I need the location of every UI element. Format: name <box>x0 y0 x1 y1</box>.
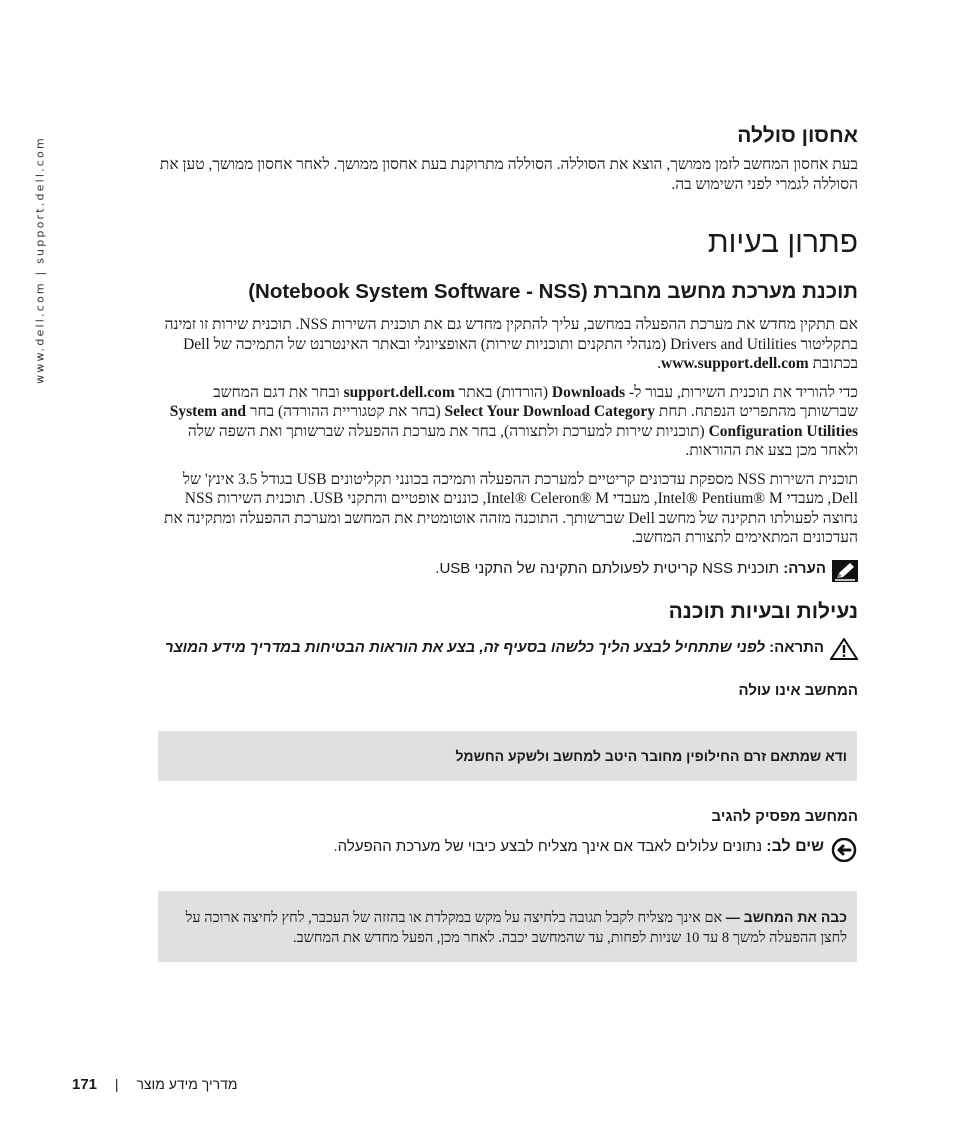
nss-heading: תוכנת מערכת מחשב מחברת (Notebook System Software - NSS) <box>248 280 858 303</box>
notice-hand-icon <box>830 838 858 866</box>
stops-heading: המחשב מפסיק להגיב <box>711 808 858 825</box>
shutdown-box: כבה את המחשב — אם אינך מצליח לקבל תגובה בלחיצה על מקש במקלדת או בהזזה של העכבר, לחץ לחיצה ארוכה על לחצן ההפעלה למשך 8 עד 10 שניות לפחות, עד שהמחשב יכבה. לאחר מכן, הפעל מחדש את המחשב. <box>158 891 857 962</box>
battery-heading: אחסון סוללה <box>737 124 858 147</box>
battery-body: בעת אחסון המחשב לזמן ממושך, הוצא את הסוללה. הסוללה מתרוקנת בעת אחסון ממושך. לאחר אחסון ממושך, טען את הסוללה לגמרי לפני השימוש בה. <box>159 156 858 193</box>
lockups-section <box>158 600 858 699</box>
no-start-box: ודא שמתאם זרם החילופין מחובר היטב למחשב ולשקע החשמל <box>158 731 857 781</box>
stops-section <box>158 808 858 866</box>
nss-note: הערה: תוכנית NSS קריטית לפעולתם התקינה של התקני USB. <box>158 560 858 586</box>
lockups-heading: נעילות ובעיות תוכנה <box>668 600 858 623</box>
page-title: פתרון בעיות <box>707 226 858 259</box>
side-url: www.dell.com | support.dell.com <box>33 136 47 384</box>
page-number: 171 <box>72 1076 98 1093</box>
support-site-link[interactable]: support.dell.com <box>343 383 455 401</box>
no-start-heading: המחשב אינו עולה <box>738 682 858 699</box>
nss-paragraph-2: כדי להוריד את תוכנית השירות, עבור ל- Downloads (הורדות) באתר support.dell.com ובחר את דגם המחשב שברשותך מהתפריט הנפתח. תחת Select Your Download Category (בחר את קטגוריית ההורדה) בחר System and Configuration Utilities (תוכניות שירות למערכת ולתצורה), בחר את מערכת ההפעלה שברשותך ואת השפה שלה ולאחר מכן בצע את ההוראות. <box>169 383 858 459</box>
footer: 171 | מדריך מידע מוצר <box>72 1076 238 1093</box>
notice-note: שים לב: נתונים עלולים לאבד אם אינך מצליח לבצע כיבוי של מערכת ההפעלה. <box>158 838 858 866</box>
nss-paragraph-3: תוכנית השירות NSS מספקת עדכונים קריטיים למערכת ההפעלה ותמיכה בכונני תקליטונים USB בגודל 3.5 אינץ' של Dell, מעבדי Intel® Pentium® M, מעבדי Intel® Celeron® M, כוננים אופטיים והתקני USB. תוכנית השירות NSS נחוצה לפעולתו התקינה של מחשב Dell שברשותך. התוכנה מזהה אוטומטית את המחשב ומערכת ההפעלה ומתקינה את העדכונים המתאימים לתצורת המחשב. <box>164 470 858 546</box>
note-pencil-icon <box>832 560 858 586</box>
support-url-link[interactable]: www.support.dell.com <box>661 355 809 372</box>
battery-section <box>158 124 858 194</box>
caution-note: התראה: לפני שתתחיל לבצע הליך כלשהו בסעיף זה, בצע את הוראות הבטיחות במדריך מידע המוצר <box>158 638 858 666</box>
guide-title: מדריך מידע מוצר <box>136 1076 238 1092</box>
nss-section <box>158 280 858 586</box>
caution-triangle-icon <box>830 638 858 666</box>
nss-paragraph-1: אם תתקין מחדש את מערכת ההפעלה במחשב, עליך להתקין מחדש גם את תוכנית השירות NSS. תוכנית שירות זו זמינה בתקליטור Drivers and Utilities (מנהלי התקנים ותוכניות שירות) האופציונלי ובאתר האינטרנט של התמיכה של Dell בכתובת www.support.dell.com. <box>164 316 858 372</box>
